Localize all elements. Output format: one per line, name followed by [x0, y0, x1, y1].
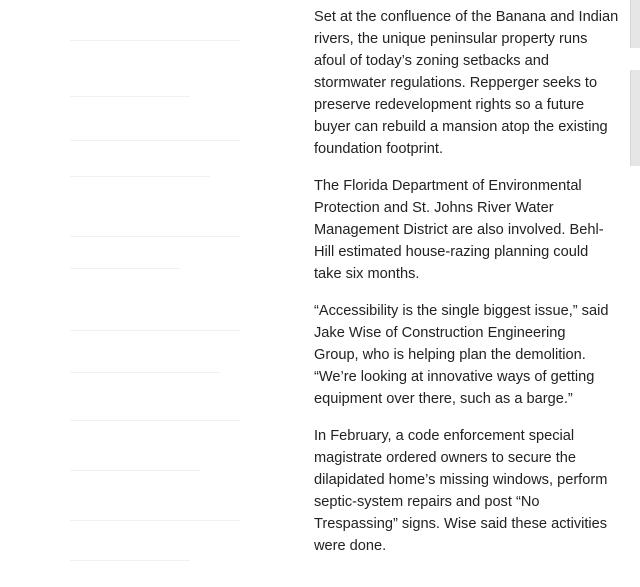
- text-line: septic-system repairs and post “No: [314, 494, 540, 510]
- article-paragraph: [314, 6, 626, 160]
- right-edge-widget[interactable]: [630, 0, 640, 48]
- article-paragraph: [314, 300, 626, 410]
- text-line: Set at the confluence of the Banana and Indian: [314, 9, 619, 25]
- text-line: buyer can rebuild a mansion atop the existing: [314, 119, 608, 135]
- text-line: Protection and St. Johns River Water: [314, 200, 554, 216]
- text-line: stormwater regulations. Repperger seeks to: [314, 75, 598, 91]
- article-body: [314, 6, 626, 572]
- text-line: Group, who is helping plan the demolition.: [314, 347, 586, 363]
- text-line: “Accessibility is the single biggest issue,” said: [314, 303, 609, 319]
- text-line: foundation footprint.: [314, 141, 444, 157]
- text-line: Trespassing” signs. Wise said these activities: [314, 516, 608, 532]
- text-line: “We’re looking at innovative ways of getting: [314, 369, 595, 385]
- right-edge-widget[interactable]: [630, 70, 640, 166]
- text-line: equipment over there, such as a barge.”: [314, 391, 573, 407]
- text-line: were done.: [314, 538, 387, 554]
- text-line: Jake Wise of Construction Engineering: [314, 325, 566, 341]
- text-line: preserve redevelopment rights so a future: [314, 97, 585, 113]
- article-paragraph: [314, 175, 626, 285]
- text-line: Management District are also involved. Behl-: [314, 222, 604, 238]
- text-line: Hill estimated house-razing planning could: [314, 244, 589, 260]
- text-line: rivers, the unique peninsular property runs: [314, 31, 588, 47]
- text-line: take six months.: [314, 266, 420, 282]
- text-line: In February, a code enforcement special: [314, 428, 575, 444]
- text-line: magistrate ordered owners to secure the: [314, 450, 577, 466]
- text-line: The Florida Department of Environmental: [314, 178, 582, 194]
- article-paragraph: [314, 425, 626, 557]
- text-line: afoul of today’s zoning setbacks and: [314, 53, 550, 69]
- text-line: dilapidated home’s missing windows, perform: [314, 472, 608, 488]
